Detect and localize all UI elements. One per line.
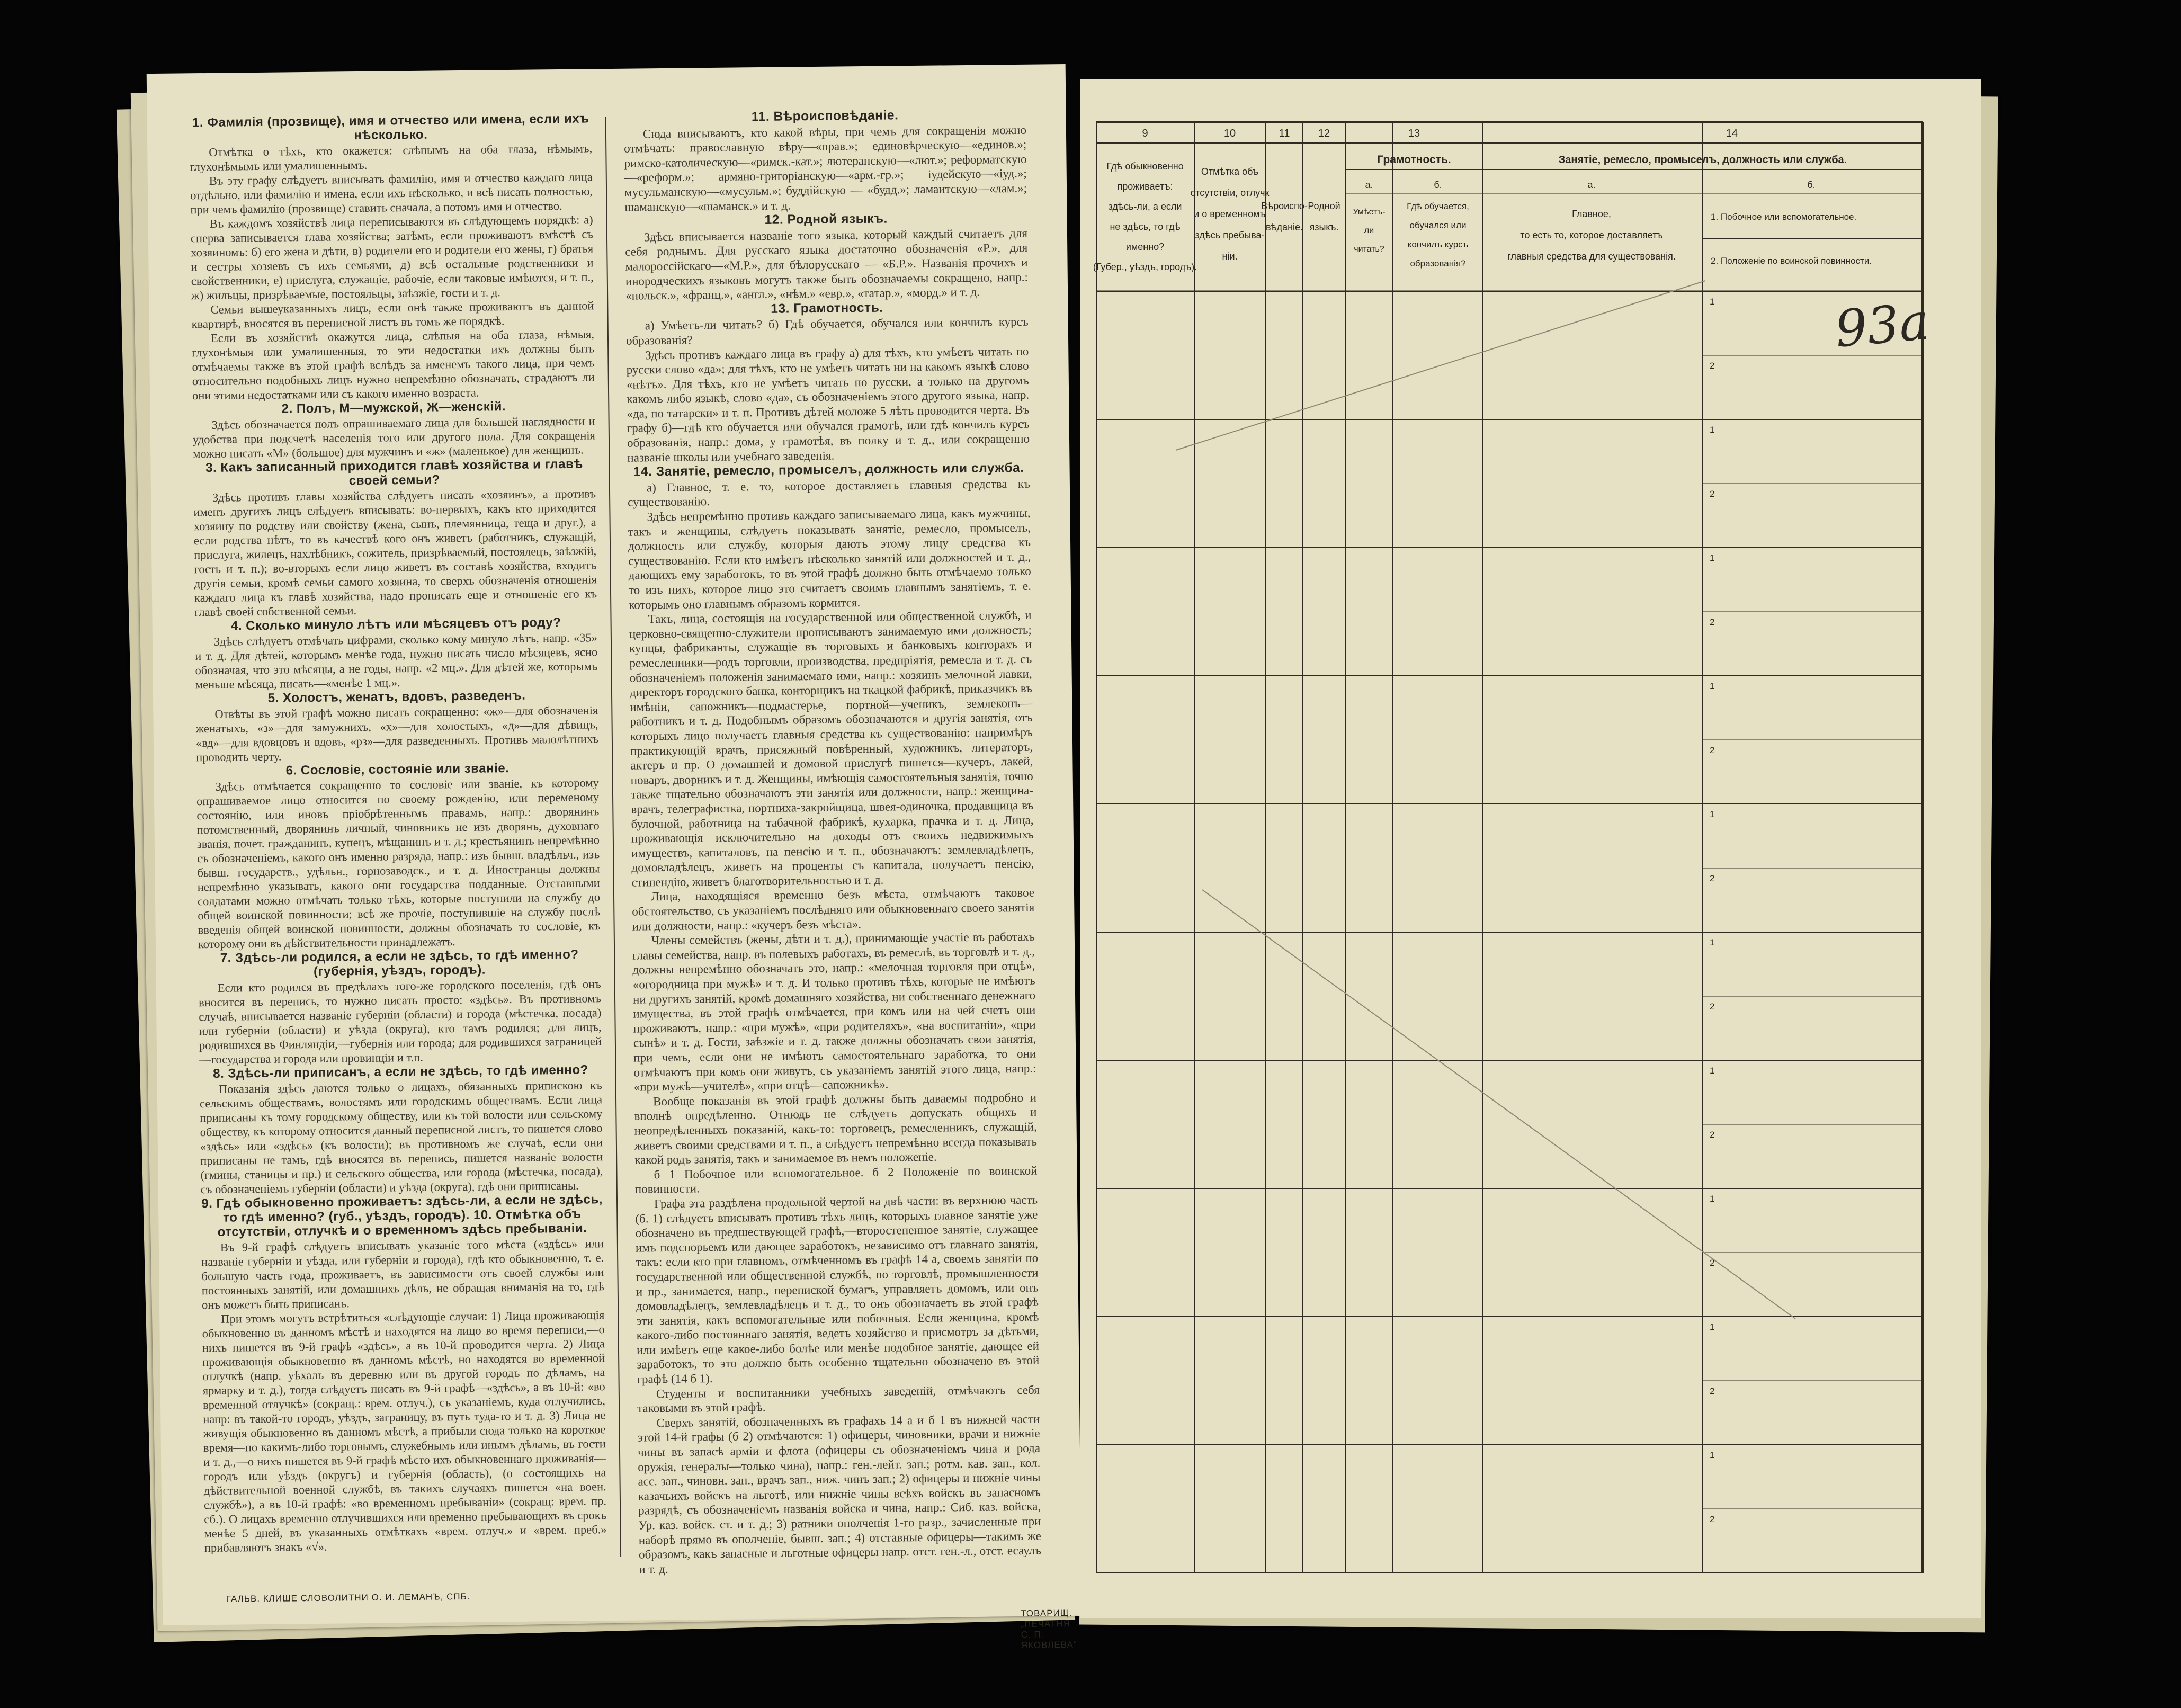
- section-paragraph: Въ каждомъ хозяйствѣ лица переписываются въ слѣдующемъ порядкѣ: а) сперва записывается глава хозяйства; затѣмъ, если проживаютъ вмѣстѣ съ хозяиномъ: б) его жена и дѣти, в) родители его и родители его жены, г) братья и сестры хозяевъ съ ихъ семьями, д) всѣ остальные родственники и свойственники, е) прислуга, служащіе, рабочіе, если таковые имѣются, и т. п., ж) жильцы, призрѣваемые, постояльцы, заѣзжіе, гости и т. д.: [190, 213, 594, 302]
- right-page-census-table: [1080, 79, 1981, 1618]
- table-header-text: образованія?: [1410, 258, 1466, 269]
- table-header-text: Отмѣтка объ: [1201, 166, 1259, 177]
- section-title: 2. Полъ, М—мужской, Ж—женскій.: [281, 399, 506, 416]
- section-paragraph: Здѣсь обозначается полъ опрашиваемаго лица для большей наглядности и удобства при подсчетѣ населенія того или другого пола. Для сокращенія можно писать «М» (большое) для мужчинъ и «ж» (маленькое) для женщинъ.: [192, 414, 596, 461]
- table-header-text: 14: [1726, 128, 1738, 139]
- section-paragraph: Отмѣтка о тѣхъ, кто окажется: слѣпымъ на оба глаза, нѣмымъ, глухонѣмымъ или умалишеннымъ.: [190, 141, 593, 174]
- table-header-text: Умѣетъ-: [1353, 208, 1386, 217]
- table-header-text: 2: [1710, 1386, 1715, 1396]
- table-header-text: главныя средства для существованія.: [1507, 251, 1676, 262]
- section-paragraph: Сверхъ занятій, обозначенныхъ въ графахъ 14 а и б 1 въ нижней части этой 14-й графы (б 2) отмѣчаются: 1) офицеры, чиновники, врачи и нижніе чины въ запасѣ арміи и флота (офицеры съ обозначеніемъ чина и рода оружія, генералы—только чина), напр.: ген.-лейт. зап.; ротм. кав. зап., кол. асс. зап., чиновн. зап., врачъ зап., ниж. чинъ зап.; 2) офицеры и нижніе чины казачьихъ войскъ на льготѣ, или нижніе чины всѣхъ войскъ въ запасномъ разрядѣ, съ обозначеніемъ названія войска и чина, напр.: Сиб. каз. войска, Ур. каз. войск. ст. и т. д.; 3) ратники ополченія 1-го разр., зачисленные при наборѣ прямо въ ополченіе, бывш. зап.; 4) отставные офицеры—такимъ же образомъ, какъ запасные и льготные офицеры напр. отст. ген.-л., отст. есаулъ и т. д.: [637, 1412, 1042, 1576]
- section-paragraph: При этомъ могутъ встрѣтиться «слѣдующіе случаи: 1) Лица проживающія обыкновенно въ данномъ мѣстѣ и находятся на лицо во время переписи,—о нихъ пишется въ 9-й графѣ «здѣсь», а въ 10-й проводится черта. 2) Лица проживающія обыкновенно въ данномъ мѣстѣ, но находятся во временной отлучкѣ (напр. уѣхалъ въ деревню или въ другой городъ по дѣламъ, на ярмарку и т. д.), тогда слѣдуетъ писать въ 9-й графѣ—«здѣсь», а въ 10-й: «во временной отлучкѣ» (сокращ.: врем. отлуч.), съ указаніемъ, куда отлучились, напр: въ такой-то городъ, уѣздъ, заграницу, въ путь туда-то и т. д. 3) Лица не живущія обыкновенно въ данномъ мѣстѣ, а прибыли сюда только на короткое время—по какимъ-либо торговымъ, служебнымъ или инымъ дѣламъ, въ гости и т. д.,—о нихъ пишется въ 9-й графѣ мѣсто ихъ обыкновеннаго проживанія—городъ или уѣздъ (округъ) и губернія (область), (о состоящихъ на дѣйствительной военной службѣ, въ такихъ случаяхъ пишется «на воен. службѣ»), а въ 10-й графѣ: «во временномъ пребываніи» (сокращ: врем. пр. сб.). О лицахъ временно отлучившихся или временно пребывающихъ въ срокъ менѣе 5 дней, въ указанныхъ отмѣткахъ «врем. отлуч.» и «врем. преб.» прибавляютъ знакъ «√».: [202, 1308, 607, 1555]
- section-title: 13. Грамотность.: [771, 300, 883, 316]
- section-paragraph: Здѣсь противъ главы хозяйства слѣдуетъ писать «хозяинъ», а противъ именъ другихъ лицъ слѣдуетъ вписывать: во-первыхъ, какъ кто приходится хозяину по родству или свойству (жена, сынъ, племянница, теща и друг.), а если родства нѣтъ, то въ качествѣ кого онъ живетъ (работникъ, служащій, прислуга, жилецъ, нахлѣбникъ, сожитель, призрѣваемый, постоялецъ, заѣзжій, гость и т. п.); во-вторыхъ если лицо живетъ въ составѣ хозяйства, входитъ другія семьи, кромѣ семьи самого хозяина, то сверхъ обозначенія отношенія каждаго лица къ главѣ хозяйства, надо прописать еще и отношеніе его къ главѣ своей собственной семьи.: [193, 487, 597, 619]
- table-header-text: 2: [1710, 1001, 1715, 1012]
- table-header-text: 1: [1710, 1066, 1715, 1076]
- section-paragraph: Сюда вписываютъ, кто какой вѣры, при чемъ для сокращенія можно отмѣчать: православную вѣру—«прав.»; единовѣрческую—«единов.»; римско-католическую—«римск.-кат.»; лютеранскую—«лют.»; реформатскую—«реформ.»; армяно-григоріанскую—«арм.-гр.»; іудейскую—«іуд.»; мусульманскую—«мусульм.»; буддійскую — «будд.»; ламаитскую—«лам.»; шаманскую—«шаманск.» и т. д.: [624, 123, 1027, 214]
- section-paragraph: Семьи вышеуказанныхъ лицъ, если онѣ также проживаютъ въ данной квартирѣ, вносятся въ переписной листъ въ томъ же порядкѣ.: [191, 299, 594, 331]
- table-header-text: 12: [1318, 128, 1330, 139]
- section-paragraph: Если кто родился въ предѣлахъ того-же городского поселенія, гдѣ онъ вносится въ перепись, то нужно писать просто: «здѣсь». Въ противномъ случаѣ, вписывается названіе губерніи (области) и города (мѣстечка, посада) или губерніи (области) и уѣзда (округа), кто тамъ родился; для лицъ, родившихся въ Финляндіи,—губернія или города; для родившихся заграницей—государства и города или провинціи и т.п.: [198, 977, 602, 1067]
- table-header-text: Грамотность.: [1377, 154, 1451, 166]
- table-header-text: 2: [1710, 1514, 1715, 1524]
- table-header-text: 13: [1408, 128, 1420, 139]
- table-header-text: то есть то, которое доставляетъ: [1520, 230, 1663, 240]
- table-header-text: обучался или: [1409, 220, 1467, 230]
- table-header-text: 2. Положеніе по воинской повинности.: [1711, 256, 1872, 266]
- table-header-text: 2: [1710, 1258, 1715, 1268]
- table-header-text: 1: [1710, 1322, 1715, 1332]
- table-header-text: здѣсь-ли, а если: [1108, 201, 1182, 212]
- table-header-text: отсутствіи, отлучк: [1190, 187, 1270, 198]
- section-paragraph: Въ эту графу слѣдуетъ вписывать фамилію, имя и отчество каждаго лица отдѣльно, или фамилію и имена, если ихъ нѣсколько, и всѣ писать полностью, при чемъ фамилію (прозвище) ставить сначала, а потомъ имя и отчество.: [190, 170, 593, 217]
- section-title: 1. Фамилія (прозвище), имя и отчество или имена, если ихъ нѣсколько.: [192, 111, 589, 143]
- table-header-text: 10: [1223, 128, 1236, 139]
- table-header-text: 1: [1710, 425, 1715, 435]
- table-header-text: 2: [1710, 489, 1715, 499]
- table-header-text: не здѣсь, то гдѣ: [1110, 221, 1181, 232]
- section-paragraph: Показанія здѣсь даются только о лицахъ, обязанныхъ припискою къ сельскимъ обществамъ, волостямъ или городскимъ обществамъ. Если лица приписаны къ тому городскому обществу, или къ той волости или сельскому обществу, къ которому относится данный переписной листъ, то пишется слово «здѣсь» или «здѣсь» (къ волости); въ противномъ же случаѣ, если они приписаны не тамъ, гдѣ вносятся въ перепись, пишется названіе волости (гмины, станицы и пр.) и сельского общества, или города (мѣстечка, посада), съ обозначеніемъ губерніи (области) и уѣзда (округа), гдѣ они приписаны.: [199, 1078, 603, 1196]
- section-paragraph: Такъ, лица, состоящія на государственной или общественной службѣ, и церковно-священно-служители прописываютъ занимаемую ими должность; купцы, фабриканты, служащіе въ торговыхъ и банковыхъ конторахъ и ремесленники—родъ торговли, производства, предпріятія, ремесла и т. д. съ обозначеніемъ положенія занимаемаго ими, напр.: хозяинъ мелочной лавки, директоръ городского банка, конторщикъ на ткацкой фабрикѣ, приказчикъ въ имѣніи, сапожникъ—подмастерье, портной—ученикъ, землекопъ—работникъ и т. д. Подобнымъ образомъ обозначаются и другія занятія, отъ которыхъ лицо получаетъ главныя средства къ существованію: напримѣръ практикующій врачъ, присяжный повѣренный, художникъ, литераторъ, актеръ и пр. О домашней и домовой прислугѣ пишется—кучеръ, лакей, поваръ, дворникъ и т. д. Женщины, имѣющія самостоятельныя занятія, точно также тщательно обозначаютъ эти занятія или должности, напр.: женщина-врачъ, телеграфистка, портниха-закройщица, швея-одиночка, продавщица въ булочной, работница на табачной фабрикѣ, кухарка, прачка и т. д. Лица, проживающія исключительно на доходы отъ своихъ недвижимыхъ имуществъ, капиталовъ, на пенсію и т. п., обозначаютъ: землевладѣлецъ, домовладѣлецъ, живетъ на проценты съ капитала, получаетъ пенсію, стипендію, живетъ благотворительностью и т. д.: [629, 608, 1034, 889]
- table-header-text: Гдѣ обыкновенно: [1106, 161, 1184, 172]
- section-title: 6. Сословіе, состояніе или званіе.: [285, 761, 510, 778]
- section-paragraph: Здѣсь отмѣчается сокращенно то сословіе или званіе, къ которому опрашиваемое лицо относится по своему рожденію, или переменому состоянію, или иновъ пріобрѣтеннымъ правамъ, напр.: дворянинъ потомственный, дворянинъ личный, чиновникъ не изъ дворянъ, духовнаго званія, почет. гражданинъ, купецъ, мѣщанинъ и т. д.; крестьянинъ непремѣнно съ обозначеніемъ, какого онъ именно разряда, напр.: изъ бывш. владѣльч., изъ бывш. государств., удѣльн., горнозаводск., и т. д. Иностранцы должны непремѣнно указывать, какого они государства подданные. Отставными солдатами можно отмѣчать только тѣхъ, которые поступили на службу до общей воинской повинности; всѣ же прочіе, поступившіе на службу послѣ введенія общей воинской повинности, должны обозначать то сословіе, къ которому они въ дѣйствительности принадлежатъ.: [196, 776, 601, 951]
- table-header-text: а.: [1587, 180, 1596, 190]
- table-header-text: 2: [1710, 617, 1715, 627]
- section-paragraph: Члены семействъ (жены, дѣти и т. д.), принимающіе участіе въ работахъ главы семейства, напр. въ полевыхъ работахъ, въ ремеслѣ, въ торговлѣ и т. д., должны непремѣнно обозначать это, напр.: «мелочная торговля при отцѣ», «огородница при мужѣ» и т. д. И только противъ тѣхъ, которые не имѣютъ ни другихъ занятій, кромѣ домашняго хозяйства, ни собственнаго денежнаго имущества, въ этой графѣ отмѣчается, при комъ или на чей счетъ они проживаютъ, напр.: «при мужѣ», «при родителяхъ», «на воспитаніи», «при сынѣ» и т. д. Гости, заѣзжіе и т. д. также должны обозначать свои занятія, при чемъ, если они не имѣютъ самостоятельнаго заработка, то они отмѣчаютъ при комъ они живутъ, съ указаніемъ занятій этого лица, напр.: «при мужѣ—учителѣ», «при отцѣ—сапожникѣ».: [632, 929, 1036, 1094]
- table-header-text: 1: [1710, 297, 1715, 307]
- table-header-text: 1: [1710, 809, 1715, 819]
- table-header-text: именно?: [1125, 242, 1165, 252]
- section-paragraph: Графа эта раздѣлена продольной чертой на двѣ части: въ верхнюю часть (б. 1) слѣдуетъ вписывать противъ тѣхъ лицъ, которыхъ главное занятіе уже обозначено въ предшествующей графѣ,—второстепенное занятіе, служащее имъ подспорьемъ или дающее заработокъ, независимо отъ главнаго занятія, такъ: если кто при главномъ, отмѣченномъ въ графѣ 14 а, своемъ занятіи по государственной или общественной службѣ, по торговлѣ, промышленности и пр., занимается, напр., перепиской бумагъ, управляетъ домомъ, или онъ домовладѣлецъ, землевладѣлецъ и т. д., то онъ обозначаетъ въ этой графѣ эти занятія, какъ вспомогательные или побочныя. Если женщина, кромѣ какого-либо постояннаго занятія, ведетъ хозяйство и присмотръ за дѣтьми, или имѣетъ еще какое-либо болѣе или менѣе подобное занятіе, дающее ей заработокъ, то это должно быть особенно тщательно обозначено въ этой графѣ (14 б 1).: [635, 1193, 1040, 1386]
- section-paragraph: б 1 Побочное или вспомогательное. б 2 Положеніе по воинской повинности.: [634, 1164, 1038, 1196]
- table-header-text: вѣданіе.: [1265, 222, 1303, 232]
- table-header-text: и о временномъ: [1194, 209, 1266, 219]
- table-header-text: языкъ.: [1309, 222, 1339, 232]
- table-header-text: Занятіе, ремесло, промыселъ, должность или служба.: [1558, 154, 1847, 166]
- section-paragraph: Здѣсь вписывается названіе того языка, который каждый считаетъ для себя роднымъ. Для русскаго языка достаточно обозначенія «Р.», для малороссійскаго—«М.Р.», для бѣлорусскаго — «Б.Р.». Названія прочихъ и инородческихъ языковъ могутъ также быть обозначаемы сокращено, напр.: «польск.», «франц.», «англ.», «нѣм.» «евр.», «татар.», «морд.» и т. д.: [625, 226, 1028, 302]
- table-header-text: 2: [1710, 361, 1715, 371]
- table-header-text: кончилъ курсъ: [1407, 239, 1469, 249]
- table-header-text: б.: [1434, 180, 1442, 190]
- section-title: 11. Вѣроисповѣданіе.: [751, 108, 899, 124]
- section-title: 12. Родной языкъ.: [764, 211, 888, 228]
- section-paragraph: Здѣсь непремѣнно противъ каждаго записываемаго лица, какъ мужчины, такъ и женщины, слѣдуетъ показывать занятіе, ремесло, промыселъ, должность или службу, которыя даютъ этому лицу средства къ существованію. Если кто имѣетъ нѣсколько занятій или должностей и т. д., дающихъ ему заработокъ, то въ этой графѣ должно быть отмѣчаемо только то изъ нихъ, которое лицо это считаетъ своимъ главнымъ занятіемъ, т. е. которымъ оно главнымъ образомъ кормится.: [628, 506, 1032, 612]
- section-paragraph: Если въ хозяйствѣ окажутся лица, слѣпыя на оба глаза, нѣмыя, глухонѣмыя или умалишенныя, то эти недостатки ихъ должны быть отмѣчаемы также въ этой графѣ вслѣдъ за именемъ такого лица, при чемъ относительно подобныхъ лицъ нужно непремѣнно обозначать, страдаютъ ли они этими недостатками или съ какого именно возраста.: [192, 327, 595, 403]
- instructions-column-b: [623, 107, 1041, 1577]
- section-paragraph: Въ 9-й графѣ слѣдуетъ вписывать указаніе того мѣста («здѣсь» или названіе губерніи и уѣзда, или губерніи и города), гдѣ кто обыкновенно, т. е. большую часть года, проживаетъ, въ зависимости отъ своей службы или постоянныхъ занятій, или домашнихъ дѣлъ, не обращая вниманія на то, гдѣ онъ можетъ быть приписанъ.: [201, 1237, 604, 1312]
- table-header-text: (Губер., уѣздъ, городъ).: [1093, 262, 1197, 272]
- table-header-text: Вѣроиспо-: [1261, 201, 1308, 211]
- section-paragraph: Вообще показанія въ этой графѣ должны быть даваемы подробно и вполнѣ опредѣленно. Отнюдь не слѣдуетъ допускать общихъ и неопредѣленныхъ показаній, какъ-то: торговецъ, ремесленникъ, служащій, живетъ своими средствами и т. п., а слѣдуетъ непремѣнно всегда показывать какой родъ занятія, такъ и занимаемое въ немъ положеніе.: [634, 1090, 1038, 1167]
- table-header-text: 1: [1710, 681, 1715, 691]
- section-paragraph: а) Главное, т. е. то, которое доставляетъ главныя средства къ существованію.: [628, 477, 1031, 509]
- column-divider: [605, 117, 621, 1557]
- section-title: 7. Здѣсь-ли родился, а если не здѣсь, то гдѣ именно? (губернія, уѣздъ, городъ).: [220, 947, 579, 979]
- table-header-text: читать?: [1354, 245, 1384, 254]
- printer-imprint-right: ТОВАРИЩ. „ПЕЧАТНЯ С. П. ЯКОВЛЕВА": [1021, 1608, 1077, 1651]
- table-header-text: Гдѣ обучается,: [1407, 201, 1469, 211]
- printer-imprint-left: ГАЛЬВ. КЛИШЕ СЛОВОЛИТНИ О. И. ЛЕМАНЪ, СПБ.: [226, 1591, 470, 1604]
- section-title: 9. Гдѣ обыкновенно проживаетъ: здѣсь-ли, а если не здѣсь, то гдѣ именно? (губ., уѣздъ, городъ). 10. Отмѣтка объ отсутствіи, отлучкѣ и о временномъ здѣсь пребываніи.: [201, 1192, 603, 1239]
- table-header-text: 2: [1710, 873, 1715, 883]
- section-title: 3. Какъ записанный приходится главѣ хозяйства и главѣ своей семьи?: [205, 457, 583, 488]
- table-header-text: 2: [1710, 745, 1715, 755]
- census-table-grid: [1093, 122, 1965, 1584]
- table-header-text: б.: [1807, 180, 1816, 190]
- section-paragraph: Студенты и воспитанники учебныхъ заведеній, отмѣчаютъ себя таковыми въ этой графѣ.: [637, 1383, 1040, 1415]
- table-header-text: ли: [1364, 226, 1374, 235]
- section-title: 4. Сколько минуло лѣтъ или мѣсяцевъ отъ роду?: [230, 615, 561, 633]
- table-header-text: 1: [1710, 553, 1715, 563]
- instructions-column-a: [190, 111, 607, 1555]
- table-header-text: 1: [1710, 937, 1715, 947]
- table-header-text: 1: [1710, 1450, 1715, 1460]
- handwritten-note: 93а: [1833, 292, 1932, 359]
- table-header-text: здѣсь пребыва-: [1195, 230, 1265, 240]
- section-paragraph: Здѣсь слѣдуетъ отмѣчать цифрами, сколько кому минуло лѣтъ, напр. «35» и т. д. Для дѣтей, которымъ менѣе года, нужно писать число мѣсяцевъ, ясно обозначая, что это мѣсяцы, а не годы, напр. «2 мц.». Для дѣтей же, которымъ меньше мѣсяца, писать—«менѣе 1 мц.».: [195, 631, 598, 692]
- table-header-text: 1. Побочное или вспомогательное.: [1711, 212, 1857, 222]
- pencil-stroke: [1176, 281, 1705, 450]
- section-paragraph: Здѣсь противъ каждаго лица въ графу а) для тѣхъ, кто умѣетъ читать по русски слово «да»; для тѣхъ, кто не умѣетъ читать ни на какомъ языкѣ слово «нѣтъ». Для тѣхъ, кто не умѣетъ читать по русски, а только на другомъ какомъ либо языкѣ, слово «да», съ обозначеніемъ этого другого языка, напр. «да, по татарски» и т. п. Противъ дѣтей моложе 5 лѣтъ проводится черта. Въ графу б)—гдѣ кто обучается или обучался грамотѣ, или гдѣ кончилъ курсъ образованія, напр.: дома, у грамотѣя, въ полку и т. д., или сокращенно названіе школы или учебнаго заведенія.: [626, 344, 1030, 464]
- table-header-text: 11: [1279, 128, 1290, 139]
- section-title: 8. Здѣсь-ли приписанъ, а если не здѣсь, то гдѣ именно?: [213, 1062, 588, 1081]
- table-header-text: ніи.: [1222, 251, 1238, 262]
- table-header-text: 2: [1710, 1130, 1715, 1140]
- table-header-text: а.: [1365, 180, 1373, 190]
- pencil-stroke: [1202, 890, 1795, 1319]
- section-paragraph: Лица, находящіяся временно безъ мѣста, отмѣчаютъ таковое обстоятельство, съ указаніемъ послѣдняго или обыкновеннаго своего занятія или должности, напр.: «кучеръ безъ мѣста».: [632, 886, 1035, 933]
- left-page-instructions: [147, 64, 1082, 1651]
- table-header-text: 1: [1710, 1194, 1715, 1204]
- section-paragraph: Отвѣты въ этой графѣ можно писать сокращенно: «ж»—для обозначенія женатыхъ, «з»—для замужнихъ, «х»—для холостыхъ, «д»—для дѣвицъ, «вд»—для вдовцовъ и вдовъ, «рз»—для разведенныхъ. Противъ малолѣтнихъ проводить черту.: [195, 703, 599, 764]
- section-title: 5. Холостъ, женатъ, вдовъ, разведенъ.: [267, 688, 526, 705]
- table-header-text: 9: [1142, 128, 1148, 139]
- table-header-text: Родной: [1308, 201, 1340, 211]
- section-title: 14. Занятіе, ремесло, промыселъ, должность или служба.: [633, 461, 1024, 479]
- table-header-text: проживаетъ:: [1117, 181, 1173, 192]
- table-header-text: Главное,: [1572, 209, 1611, 219]
- section-paragraph: а) Умѣетъ-ли читать? б) Гдѣ обучается, обучался или кончилъ курсъ образованія?: [625, 315, 1029, 347]
